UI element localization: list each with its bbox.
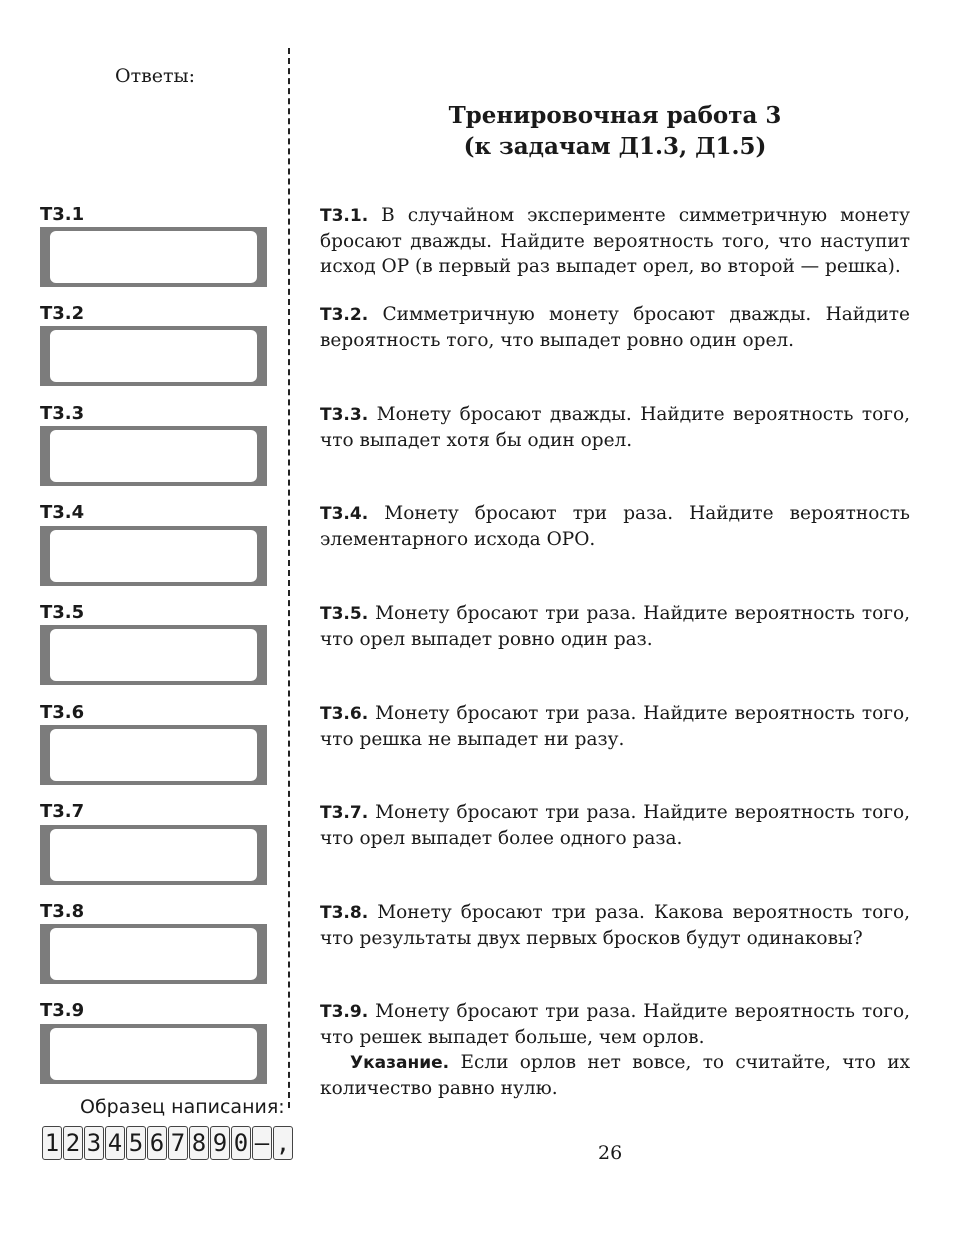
task-number: Т3.3. <box>320 405 369 425</box>
sample-digit: 9 <box>210 1126 230 1160</box>
sample-digit: 1 <box>42 1126 62 1160</box>
task <box>320 501 910 552</box>
task-number: Т3.8. <box>320 903 369 923</box>
task <box>320 701 910 752</box>
sample-digit: , <box>273 1126 293 1160</box>
task-text: Симметричную монету бросают дважды. Найдите вероятность того, что выпадет ровно один орел. <box>320 304 910 351</box>
task-text: В случайном эксперименте симметричную монету бросают дважды. Найдите вероятность того, что наступит исход ОР (в первый раз выпадет орел, во второй — решка). <box>320 205 910 277</box>
sample-digit: 6 <box>147 1126 167 1160</box>
task <box>320 999 910 1101</box>
column-divider <box>288 48 290 1108</box>
answer-label: Т3.2 <box>40 303 85 324</box>
task-text: Монету бросают дважды. Найдите вероятность того, что выпадет хотя бы один орел. <box>320 404 910 451</box>
sample-digit: 5 <box>126 1126 146 1160</box>
answer-label: Т3.6 <box>40 702 85 723</box>
task-text: Монету бросают три раза. Какова вероятность того, что результаты двух первых бросков будут одинаковы? <box>320 902 910 949</box>
answer-box[interactable] <box>40 326 267 386</box>
task-text: Монету бросают три раза. Найдите вероятность того, что орел выпадет ровно один раз. <box>320 603 910 650</box>
page-number: 26 <box>598 1142 623 1164</box>
task <box>320 302 910 353</box>
task-number: Т3.4. <box>320 504 369 524</box>
title-line-2: (к задачам Д1.3, Д1.5) <box>463 133 767 160</box>
task-text: Монету бросают три раза. Найдите вероятность того, что решка не выпадет ни разу. <box>320 703 910 750</box>
answer-box[interactable] <box>40 725 267 785</box>
answer-label: Т3.4 <box>40 502 85 523</box>
answer-box[interactable] <box>40 227 267 287</box>
answer-box[interactable] <box>40 625 267 685</box>
task-number: Т3.6. <box>320 704 369 724</box>
answer-label: Т3.3 <box>40 403 85 424</box>
sample-digit: 3 <box>84 1126 104 1160</box>
hint <box>320 1050 910 1101</box>
task-number: Т3.2. <box>320 305 369 325</box>
sample-digit: 0 <box>231 1126 251 1160</box>
page-title <box>320 100 910 162</box>
task-text: Монету бросают три раза. Найдите вероятность того, что решек выпадет больше, чем орлов. <box>320 1001 910 1048</box>
task-number: Т3.1. <box>320 206 369 226</box>
sample-digit: 2 <box>63 1126 83 1160</box>
task-text: Монету бросают три раза. Найдите вероятность того, что орел выпадет более одного раза. <box>320 802 910 849</box>
answer-box[interactable] <box>40 426 267 486</box>
sample-digit: 8 <box>189 1126 209 1160</box>
task <box>320 900 910 951</box>
task <box>320 800 910 851</box>
task <box>320 203 910 279</box>
sample-label: Образец написания: <box>80 1096 285 1118</box>
answer-label: Т3.8 <box>40 901 85 922</box>
answer-label: Т3.5 <box>40 602 85 623</box>
sample-digits <box>42 1126 294 1160</box>
task-number: Т3.7. <box>320 803 369 823</box>
sample-digit: – <box>252 1126 272 1160</box>
task <box>320 402 910 453</box>
answer-box[interactable] <box>40 526 267 586</box>
task-number: Т3.9. <box>320 1002 369 1022</box>
title-line-1: Тренировочная работа 3 <box>448 102 782 129</box>
answers-title: Ответы: <box>115 65 196 87</box>
answer-box[interactable] <box>40 1024 267 1084</box>
hint-text: Если орлов нет вовсе, то считайте, что их количество равно нулю. <box>320 1052 911 1099</box>
sample-digit: 7 <box>168 1126 188 1160</box>
answer-label: Т3.7 <box>40 801 85 822</box>
answer-box[interactable] <box>40 825 267 885</box>
task-text: Монету бросают три раза. Найдите вероятность элементарного исхода ОРО. <box>320 503 910 550</box>
sample-digit: 4 <box>105 1126 125 1160</box>
task-number: Т3.5. <box>320 604 369 624</box>
task <box>320 601 910 652</box>
answer-label: Т3.9 <box>40 1000 85 1021</box>
answer-label: Т3.1 <box>40 204 85 225</box>
hint-label: Указание. <box>350 1053 450 1073</box>
answer-box[interactable] <box>40 924 267 984</box>
